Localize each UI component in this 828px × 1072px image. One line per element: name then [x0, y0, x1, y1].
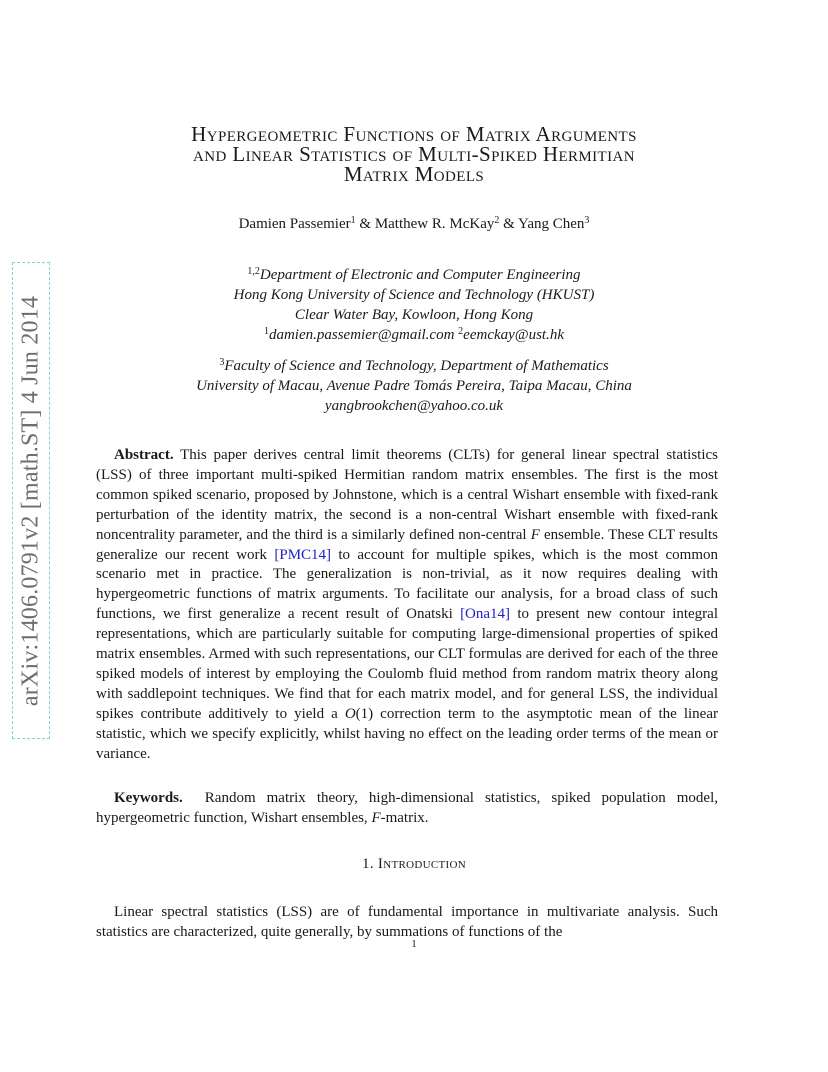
- citation-pmc14[interactable]: [PMC14]: [274, 546, 332, 563]
- author-sep-2: &: [499, 216, 518, 232]
- abstract-o-symbol: O: [344, 705, 356, 722]
- affiliation-1: [60, 265, 768, 345]
- section-heading-introduction: 1. Introduction: [362, 856, 466, 872]
- author-2-sup: 2: [494, 215, 500, 226]
- abstract: [96, 446, 718, 765]
- abstract-text-2: ensemble. These CLT results generalize our recent work: [96, 526, 718, 563]
- affiliation-1-line-3: Clear Water Bay, Kowloon, Hong Kong: [294, 307, 534, 323]
- affiliation-2-line-2: University of Macau, Avenue Padre Tomás Pereira, Taipa Macau, China: [196, 378, 632, 394]
- citation-ona14[interactable]: [Ona14]: [460, 606, 511, 623]
- affiliation-1-dept: Department of Electronic and Computer Engineering: [259, 267, 581, 283]
- abstract-text-4: to present new contour integral representations, which are particularly suitable for computing large-dimensional properties of spiked matrix ensembles. Armed with such representations, our CLT formulas are derived for each of the three spiked models of interest by employing the Coulomb fluid method from random matrix theory along with saddlepoint techniques. We find that for each matrix model, and for general LSS, the individual spikes contribute additively to yield a: [96, 606, 719, 722]
- email-1-sup: 1: [263, 326, 269, 337]
- arxiv-stamp-text: arXiv:1406.0791v2 [math.ST] 4 Jun 2014: [17, 295, 44, 706]
- author-1-sup: 1: [350, 215, 356, 226]
- paper-title: [60, 124, 768, 184]
- affiliation-2-line-1: [60, 356, 768, 376]
- affiliation-1-line-1: [60, 265, 768, 285]
- affiliation-2: [60, 356, 768, 416]
- author-3: Yang Chen: [518, 216, 585, 232]
- author-3-sup: 3: [584, 215, 590, 226]
- keywords-text-2: -matrix.: [380, 810, 429, 826]
- affiliation-1-sup: 1,2: [247, 266, 260, 277]
- arxiv-stamp: [12, 262, 50, 739]
- page-number: 1: [411, 938, 417, 950]
- email-2[interactable]: eemckay@ust.hk: [463, 327, 565, 343]
- affiliation-2-dept: Faculty of Science and Technology, Department of Mathematics: [224, 358, 609, 374]
- abstract-f-symbol: F: [530, 526, 540, 543]
- keywords-text-1: Random matrix theory, high-dimensional statistics, spiked population model, hypergeometric function, Wishart ensembles,: [96, 790, 722, 826]
- keywords: [96, 788, 722, 828]
- keywords-f-symbol: F: [371, 810, 381, 826]
- author-list: [60, 216, 768, 233]
- author-2: Matthew R. McKay: [374, 216, 495, 232]
- abstract-text-5: (1) correction term to the asymptotic mean of the linear statistic, which we specify explicitly, whilst having no effect on the leading order terms of the mean or variance.: [96, 705, 718, 762]
- affiliation-1-emails: [60, 325, 768, 345]
- title-line-2: and Linear Statistics of Multi-Spiked Hermitian: [193, 142, 635, 166]
- email-1[interactable]: damien.passemier@gmail.com: [268, 327, 455, 343]
- affiliation-2-sup: 3: [219, 357, 225, 368]
- abstract-text-3: to account for multiple spikes, which is the most common scenario met in practice. The generalization is non-trivial, as it now requires dealing with hypergeometric functions of matrix arguments. To facilitate our analysis, for a broad class of such functions, we first generalize a recent result of Onatski: [96, 546, 718, 623]
- title-line-1: Hypergeometric Functions of Matrix Arguments: [191, 122, 637, 146]
- author-sep-1: &: [355, 216, 375, 232]
- keywords-label: Keywords.: [114, 790, 183, 806]
- abstract-text-1: This paper derives central limit theorems (CLTs) for general linear spectral statistics (LSS) of three important multi-spiked Hermitian random matrix ensembles. The first is the most common spiked scenario, proposed by Johnstone, which is a central Wishart ensemble with fixed-rank perturbation of the identity matrix, the second is a non-central Wishart ensemble with fixed-rank noncentrality parameter, and the third is a similarly defined non-central: [96, 447, 718, 543]
- abstract-label: Abstract.: [114, 447, 174, 463]
- email-2-sup: 2: [458, 326, 464, 337]
- title-line-3: Matrix Models: [343, 162, 485, 186]
- email-3[interactable]: yangbrookchen@yahoo.co.uk: [324, 398, 504, 414]
- affiliation-1-line-2: Hong Kong University of Science and Technology (HKUST): [233, 287, 595, 303]
- introduction-paragraph: Linear spectral statistics (LSS) are of fundamental importance in multivariate analysis. Such statistics are characterized, quite generally, by summations of functions of the: [96, 904, 718, 940]
- author-1: Damien Passemier: [238, 216, 351, 232]
